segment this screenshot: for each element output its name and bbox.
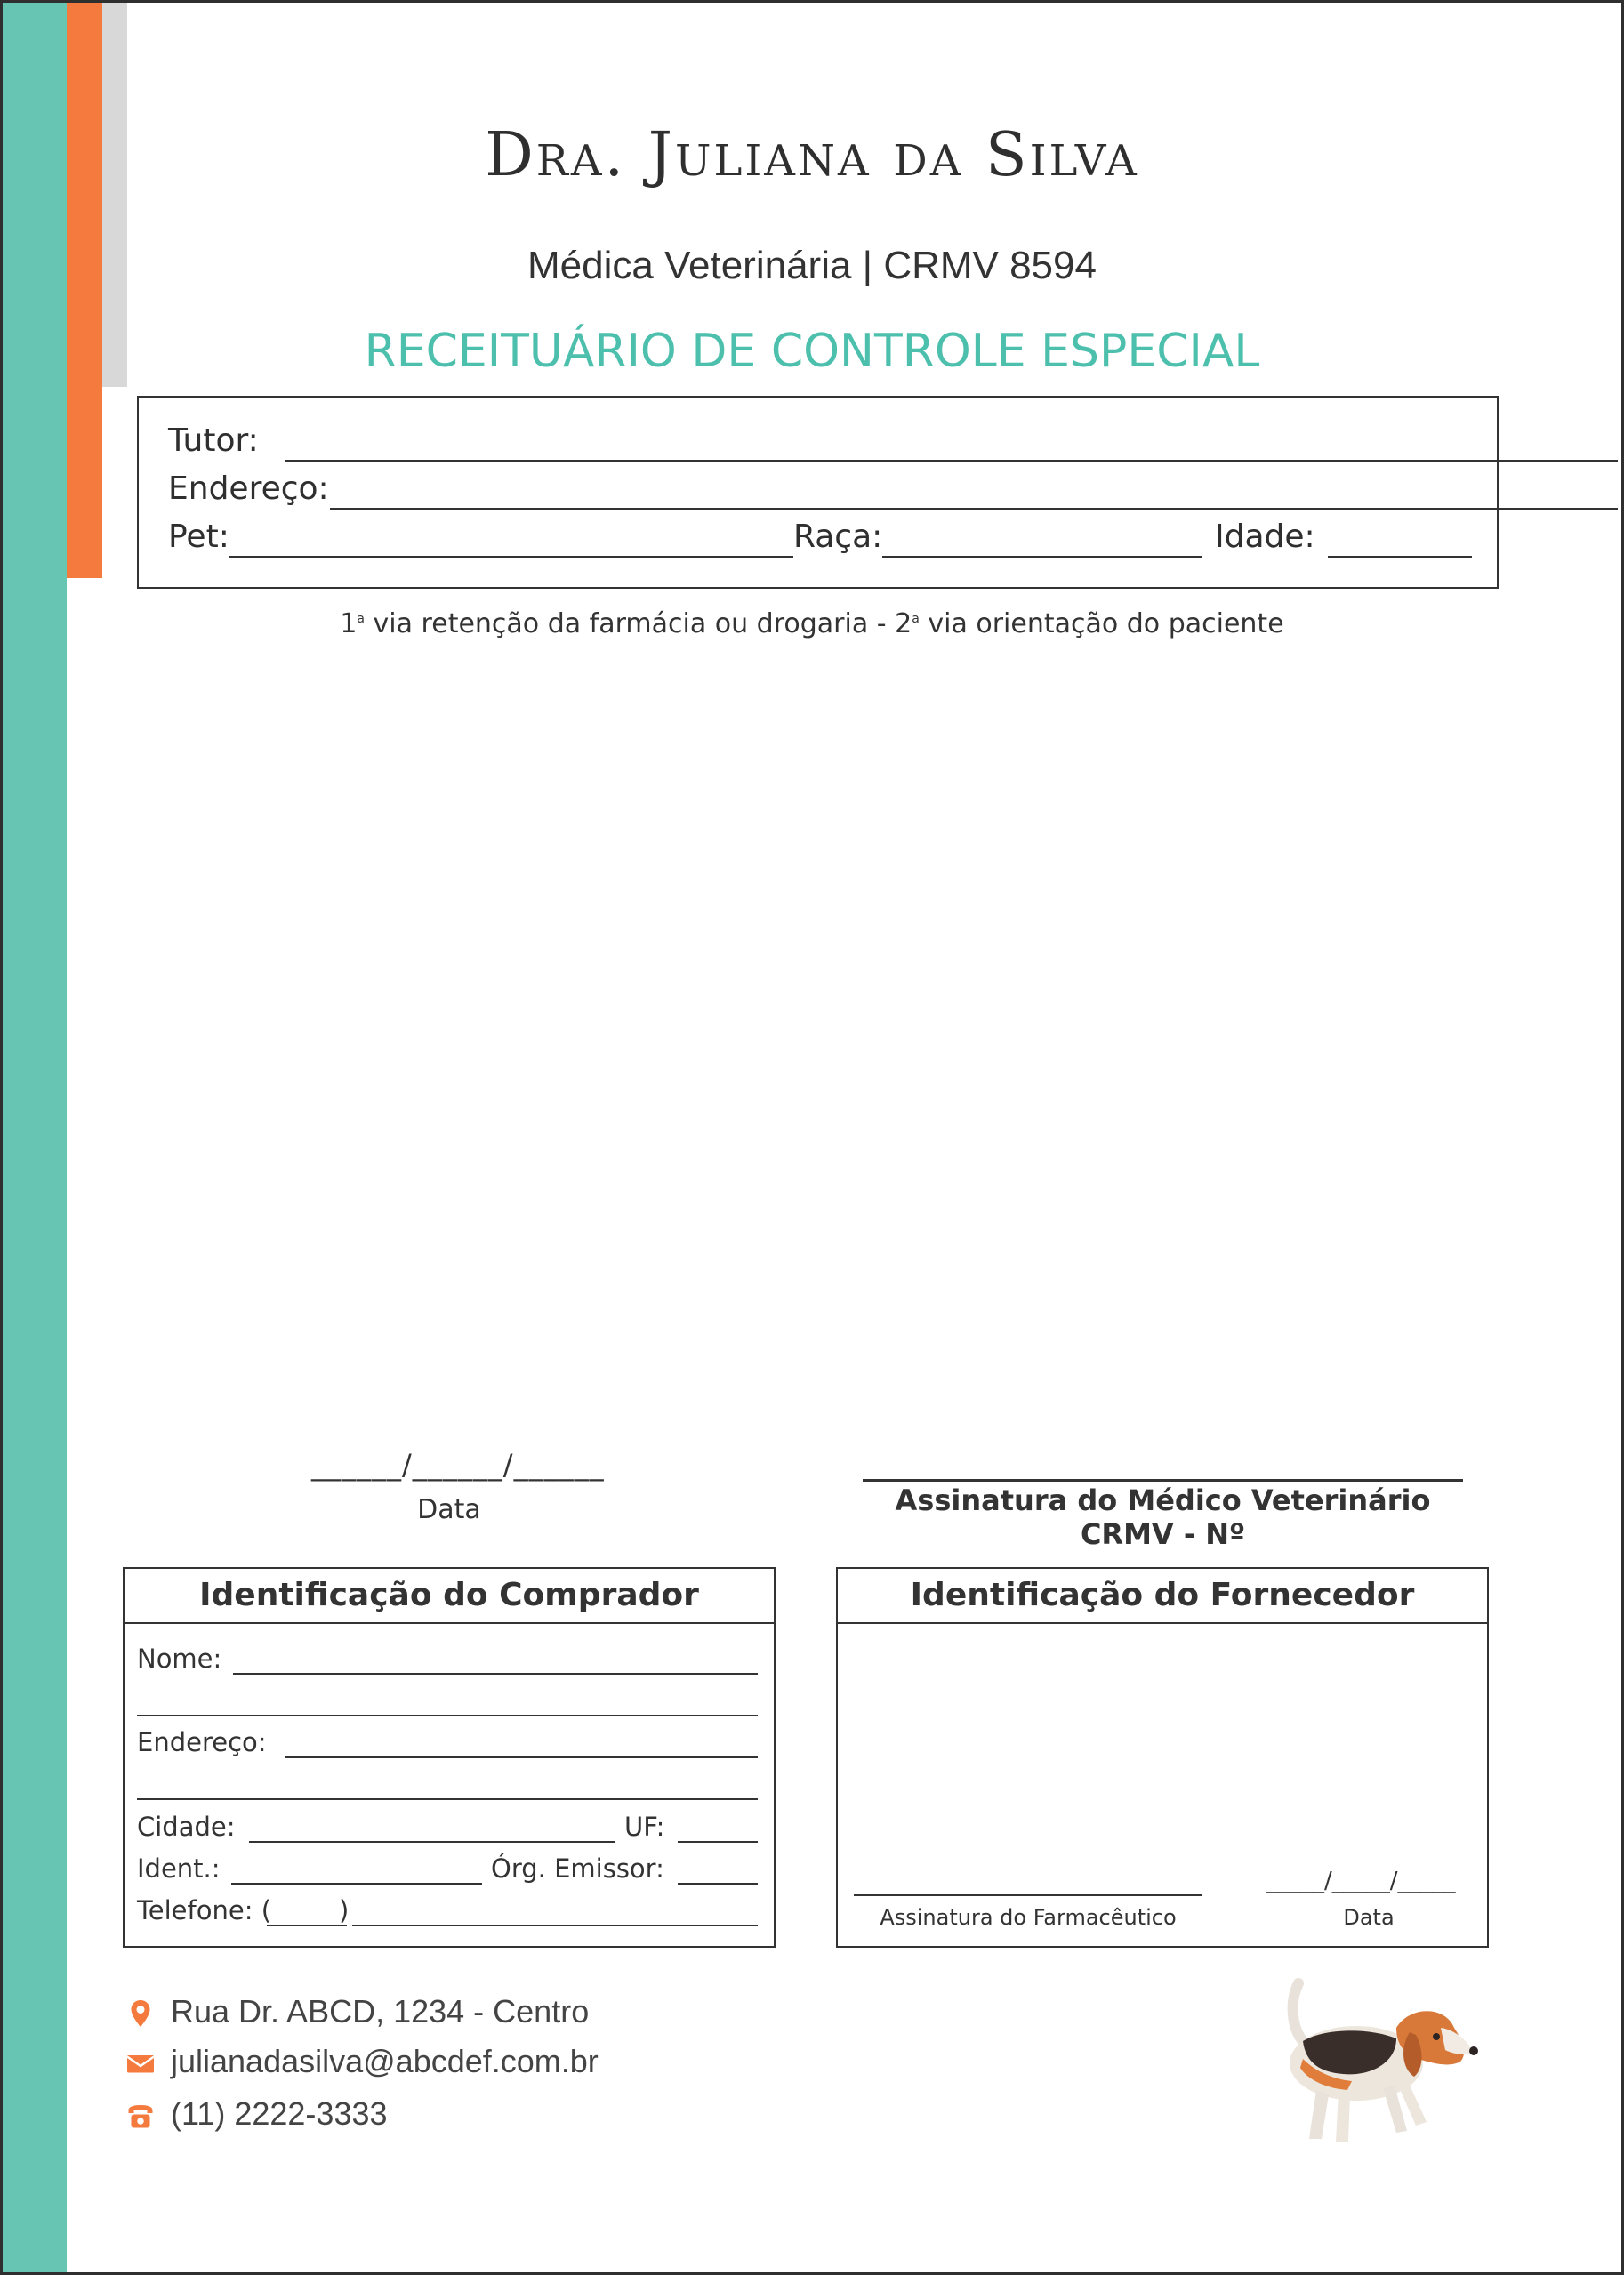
nome-label: Nome: — [137, 1644, 222, 1674]
copy-instruction: 1$^a$ via retenção da farmácia ou drogaria - 2$^a$ via orientação do paciente — [340, 608, 1284, 639]
teal-side-bar — [3, 3, 67, 2272]
telefone-label: Telefone: ( — [137, 1895, 272, 1925]
supplier-box-title: Identificação do Fornecedor — [838, 1569, 1487, 1624]
phone-text[interactable]: (11) 2222-3333 — [171, 2095, 388, 2132]
email-text[interactable]: julianadasilva@abcdef.com.br — [171, 2043, 599, 2079]
raca-label: Raça: — [793, 519, 883, 555]
location-pin-icon — [125, 1998, 157, 2030]
tutor-field[interactable] — [285, 460, 1618, 462]
telefone-close-paren: ) — [339, 1895, 350, 1925]
nome-field-line2[interactable] — [137, 1715, 758, 1716]
address-text: Rua Dr. ABCD, 1234 - Centro — [171, 1993, 590, 2030]
patient-info-box — [137, 396, 1499, 589]
buyer-endereco-label: Endereço: — [137, 1727, 267, 1757]
ident-field[interactable] — [231, 1883, 482, 1885]
uf-label: UF: — [624, 1812, 665, 1842]
doctor-name: Dra. Juliana da Silva — [485, 120, 1139, 190]
email-row — [125, 2043, 599, 2080]
buyer-endereco-line2[interactable] — [137, 1798, 758, 1800]
doctor-credentials: Médica Veterinária | CRMV 8594 — [527, 244, 1097, 287]
buyer-identification-box — [123, 1567, 776, 1948]
address-row — [125, 1993, 589, 2030]
supplier-date-label: Data — [1343, 1905, 1395, 1930]
uf-field[interactable] — [678, 1841, 758, 1843]
ident-label: Ident.: — [137, 1853, 221, 1884]
nome-field[interactable] — [233, 1673, 758, 1675]
idade-label: Idade: — [1215, 519, 1315, 555]
raca-field[interactable] — [882, 556, 1202, 558]
buyer-endereco-field[interactable] — [285, 1756, 758, 1758]
endereco-label: Endereço: — [168, 470, 329, 507]
telefone-field[interactable] — [352, 1925, 758, 1926]
pet-label: Pet: — [168, 519, 229, 555]
vet-signature-label: Assinatura do Médico Veterinário CRMV - Nº — [895, 1483, 1431, 1551]
beagle-dog-illustration — [1263, 1966, 1485, 2152]
phone-row — [125, 2095, 388, 2133]
supplier-identification-box — [836, 1567, 1489, 1948]
idade-field[interactable] — [1328, 556, 1472, 558]
cidade-field[interactable] — [249, 1841, 615, 1843]
ddd-field[interactable] — [267, 1925, 347, 1926]
supplier-date-blank[interactable]: _____/_____/_____ — [1266, 1868, 1456, 1894]
telephone-icon — [125, 2100, 157, 2132]
date-blank[interactable]: ______/______/______ — [311, 1448, 605, 1482]
org-emissor-label: Órg. Emissor: — [491, 1853, 664, 1884]
pet-field[interactable] — [229, 556, 793, 558]
gray-side-bar — [102, 3, 127, 387]
document-title: RECEITUÁRIO DE CONTROLE ESPECIAL — [364, 325, 1260, 378]
cidade-label: Cidade: — [137, 1812, 236, 1842]
buyer-box-title: Identificação do Comprador — [125, 1569, 774, 1624]
tutor-label: Tutor: — [168, 422, 259, 459]
endereco-field[interactable] — [330, 508, 1618, 510]
org-emissor-field[interactable] — [678, 1883, 758, 1885]
pharmacist-signature-line[interactable] — [854, 1894, 1202, 1896]
orange-side-bar — [67, 3, 102, 578]
envelope-icon — [125, 2047, 157, 2079]
pharmacist-signature-label: Assinatura do Farmacêutico — [880, 1905, 1177, 1930]
date-label: Data — [417, 1494, 481, 1525]
vet-signature-line[interactable] — [863, 1479, 1463, 1482]
